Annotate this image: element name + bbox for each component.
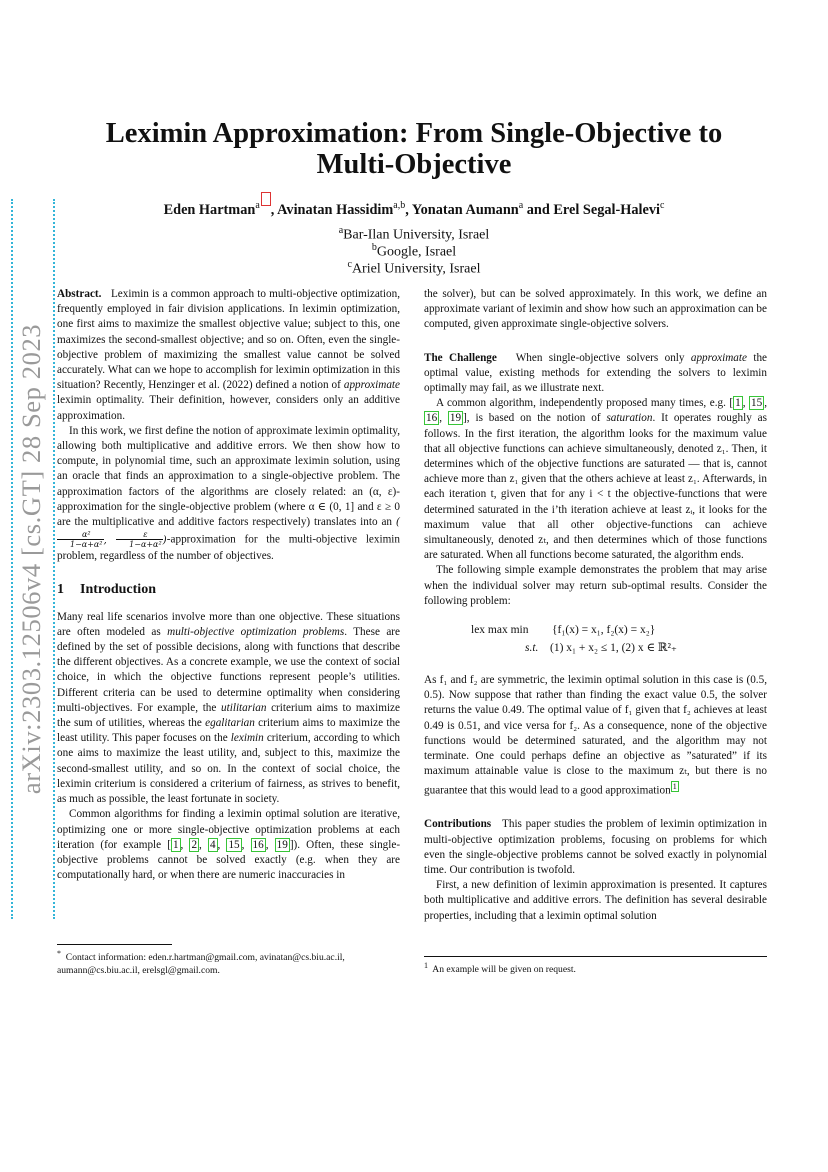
- body-text: ]). Often, these single-objective problems cannot be solved exactly (e.g. when they are computationally hard, or when there are numeric inaccuracies in: [57, 838, 401, 882]
- affiliation: [80, 242, 748, 261]
- footnote-contact: [57, 948, 400, 977]
- fraction-denominator: 1−α+α²: [70, 540, 103, 550]
- formula-paren: ): [162, 533, 167, 546]
- section-title: Introduction: [80, 582, 156, 598]
- citation-link[interactable]: 2: [191, 838, 198, 851]
- abstract-paragraph: [57, 287, 400, 424]
- fraction-numerator: ε: [116, 530, 163, 540]
- body-paragraph: First, a new definition of leximin approximation is presented. It captures both multiplicative and additive errors. The definition has several desirable properties, including that a leximin optimal solution: [424, 879, 767, 922]
- body-paragraph: [424, 673, 767, 799]
- body-text: the optimal value, existing methods for extending the solvers to leximin optimally may fail, as we illustrate next.: [424, 351, 767, 395]
- footnote-link-box: [261, 192, 271, 206]
- body-text: As f₁ and f₂ are symmetric, the leximin optimal solution in this case is (0.5, 0.5). Now suppose that rather than finding the exact value 0.5, the solver returns the value 0.49. The optimal value of f₁ given that f₂ achieves at least 0.49 is 0.51, and vice versa for f₂. As a consequence, none of the objective functions would be determined saturated, and the algorithm may not terminate. One could perhaps define an objective as ”saturated” if its maximum attainable value is close to the maximum zₜ, but there is no guarantee that this would lead to a good approximation: [424, 674, 767, 798]
- title-line-1: Leximin Approximation: From Single-Objective to: [105, 118, 723, 149]
- abstract-text: -approximation for the multi-objective leximin problem, regardless of the number of objectives.: [57, 533, 400, 563]
- paragraph-heading: Contributions: [424, 818, 492, 831]
- section-heading: [57, 582, 400, 597]
- equation-operator: lex max min: [471, 624, 529, 637]
- body-paragraph: A common algorithm, independently proposed many times, e.g. [ 1 , 15 , 16 , 19 ], is based on the notion of saturation. It operates roughly as follows. In the first iteration, the algorithm looks for the maximum value that all objective functions can achieve simultaneously, denoted z₁. Then, it determines which of the objective functions are saturated — that is, cannot achieve more than z₁ given that the others achieve at least z₁. Afterwards, in each iteration t, given that for any i < t the objective-functions that were determined saturated in the i’th iteration achieve at least zᵢ, it looks for the maximum value that all other objective-functions can achieve simultaneously, denoted zₜ, and then determines which of those functions are saturated. When all functions become saturated, the algorithm ends.: [424, 397, 767, 562]
- body-text: criterium, according to which one aims to maximize the least utility, and, subject to this, maximize the second-smallest utility, and so on. In the context of social choice, the leximin criterium is considered a criterium of fairness, as strives to benefit, as much as possible, the least fortunate in society.: [57, 732, 400, 806]
- footnote-mark: 1: [424, 961, 428, 970]
- citation-link[interactable]: 16: [252, 838, 264, 851]
- formula-fraction: [57, 530, 104, 549]
- footnote-rule: [57, 944, 172, 945]
- affil-name: Ariel University, Israel: [351, 261, 481, 277]
- body-text: Common algorithms for finding a leximin optimal solution are iterative, optimizing one or more single-objective optimization problems at each iteration (for example [: [57, 808, 400, 851]
- paper-title: [80, 118, 748, 180]
- formula-paren: (: [395, 516, 400, 529]
- affil-name: Bar-Ilan University, Israel: [343, 227, 490, 243]
- affil-mark: b: [371, 242, 377, 253]
- citation-link[interactable]: 19: [276, 838, 288, 851]
- footnote-link[interactable]: [260, 200, 271, 211]
- formula-comma: ,: [103, 533, 117, 546]
- author-sep: ,: [270, 201, 278, 218]
- body-emphasis: egalitarian: [205, 717, 255, 730]
- fraction-denominator: 1−α+α²: [129, 540, 162, 550]
- body-text: This paper studies the problem of leximin optimization in multi-objective optimization problems, focusing on problems for which even the single-objective problems cannot be solved exactly in polynomial time. Our contribution is twofold.: [424, 818, 767, 877]
- affiliation: [80, 225, 748, 244]
- author-sep: and: [523, 201, 554, 218]
- right-column: [424, 287, 767, 924]
- abstract-emphasis: approximate: [343, 379, 400, 392]
- section-number: 1: [57, 582, 64, 598]
- body-emphasis: utilitarian: [221, 701, 267, 714]
- author-affil-mark: a: [255, 200, 260, 211]
- abstract-paragraph: [57, 424, 400, 565]
- affil-mark: c: [347, 259, 352, 270]
- challenge-paragraph: [424, 351, 767, 397]
- body-text: criterium aims to maximize the least utility. This paper focuses on the: [57, 717, 401, 745]
- author-list: [80, 192, 748, 219]
- body-emphasis: multi-objective optimization problems: [167, 625, 345, 638]
- abstract-label: Abstract.: [57, 288, 102, 300]
- body-text: A common algorithm, independently proposed many times, e.g. [: [436, 397, 734, 410]
- body-text: ], is based on the notion of: [463, 412, 607, 425]
- author-name: Avinatan Hassidim: [277, 201, 394, 218]
- citation-link[interactable]: 1: [735, 397, 741, 410]
- fraction-numerator: α²: [57, 530, 104, 540]
- intro-paragraph: [57, 610, 400, 808]
- citation-link[interactable]: 15: [751, 397, 763, 410]
- citation-link[interactable]: 15: [228, 838, 240, 851]
- footnote-mark: *: [57, 949, 61, 958]
- footnote-ref-link[interactable]: 1: [672, 782, 677, 792]
- paragraph-heading: The Challenge: [424, 351, 497, 364]
- body-emphasis: saturation: [606, 412, 653, 425]
- citation-link[interactable]: 4: [209, 838, 216, 851]
- body-text: criterium aims to maximize the sum of utilities, whereas the: [57, 701, 400, 730]
- equation-row: [424, 641, 767, 659]
- affil-name: Google, Israel: [376, 244, 457, 260]
- footnote-text: Contact information: eden.r.hartman@gmail.com, avinatan@cs.biu.ac.il, aumann@cs.biu.ac.il, erelsgl@gmail.com.: [57, 952, 345, 976]
- abstract-text: leximin optimality. Their definition, however, considers only an additive approximation.: [57, 394, 400, 422]
- display-equation: [424, 623, 767, 659]
- body-paragraph: the solver), but can be solved approximately. In this work, we define an approximate variant of leximin and show how such an approximation can be computed, given approximate single-objective solvers.: [424, 288, 767, 331]
- author-affil-mark: a: [518, 200, 524, 211]
- equation-objective: {f₁(x) = x₁, f₂(x) = x₂}: [552, 624, 656, 637]
- author-sep: ,: [405, 201, 412, 218]
- author-affil-mark: a,b: [393, 200, 406, 211]
- abstract-text: In this work, we first define the notion of approximate leximin optimality, allowing both multiplicative and additive errors. We then show how to compute, in polynomial time, such an approximate leximin solution, using an oracle that finds an approximation to a single-objective problem. The approximation factors of the algorithms are closely related: an (α, ε)-approximation for the single-objective problem (where α ∈ (0, 1] and ε ≥ 0 are the multiplicative and additive factors respectively) translates into an: [57, 424, 400, 529]
- body-emphasis: approximate: [690, 351, 747, 364]
- body-paragraph: The following simple example demonstrates the problem that may arise when the individual solver may return sub-optimal results. Consider the following problem:: [424, 564, 767, 607]
- abstract-text: Leximin is a common approach to multi-objective optimization, frequently employed in fair division applications. In leximin optimization, one first aims to maximize the smallest objective value; subject to this, one maximizes the second-smallest objective; and so on. Often, even the single-objective problem of maximizing the smallest value cannot be solved accurately. What can we hope to accomplish for leximin optimization in this situation? Recently, Henzinger et al. (2022) defined a notion of: [57, 288, 401, 392]
- body-text: . These are defined by the set of possible decisions, along with functions that describe the different objectives. As a concrete example, we use the context of social choice, in which the objective functions represent people’s utilities. Different criteria can be used to determine optimality when considering multi-objectives. For example, the: [57, 625, 400, 714]
- body-text: . It operates roughly as follows. In the first iteration, the algorithm looks for the maximum value that all objective functions can achieve simultaneously, denoted z₁. Then, it determines which of the objective functions are saturated — that is, cannot achieve more than z₁ given that the others achieve at least z₁. Afterwards, in each iteration t, given that for any i < t the objective-functions that were determined saturated in the i’th iteration achieve at least zᵢ, it looks for the maximum value that all other objective-functions can achieve simultaneously, denoted zₜ, and then determines which of those functions are saturated. When all functions become saturated, the algorithm ends.: [424, 412, 767, 562]
- affil-mark: a: [338, 225, 344, 236]
- citation-link[interactable]: 19: [449, 412, 462, 425]
- formula-fraction: [116, 530, 163, 549]
- arxiv-stamp: arXiv:2303.12506v4 [cs.GT] 28 Sep 2023: [11, 199, 55, 919]
- body-text: When single-objective solvers only: [515, 351, 691, 364]
- title-line-2: Multi-Objective: [316, 149, 512, 180]
- intro-paragraph: Common algorithms for finding a leximin optimal solution are iterative, optimizing one or more single-objective optimization problems at each iteration (for example [ 1 , 2 , 4 , 15 , 16 , 19 ]). Often, these single-objective problems cannot be solved exactly (e.g. when they are computationally hard, or when there are numeric inaccuracies in: [57, 808, 401, 882]
- citation-link[interactable]: 16: [426, 412, 438, 425]
- body-emphasis: leximin: [230, 732, 264, 745]
- equation-row: [424, 623, 767, 641]
- author-name: Erel Segal-Halevi: [553, 201, 660, 218]
- author-affil-mark: c: [659, 200, 665, 211]
- citation-link[interactable]: 1: [172, 838, 179, 851]
- author-name: Eden Hartman: [163, 201, 256, 218]
- footnote-text: An example will be given on request.: [432, 964, 576, 976]
- left-column: [57, 287, 400, 883]
- author-name: Yonatan Aumann: [411, 201, 519, 218]
- affiliation: [80, 259, 748, 278]
- equation-constraints: (1) x₁ + x₂ ≤ 1, (2) x ∈ ℝ²₊: [550, 642, 677, 655]
- body-text: Many real life scenarios involve more than one objective. These situations are often modeled as: [57, 610, 400, 638]
- contributions-paragraph: [424, 817, 767, 878]
- footnote-example: [424, 960, 767, 977]
- equation-subject-to: s.t.: [525, 642, 539, 655]
- footnote-rule: [424, 956, 767, 957]
